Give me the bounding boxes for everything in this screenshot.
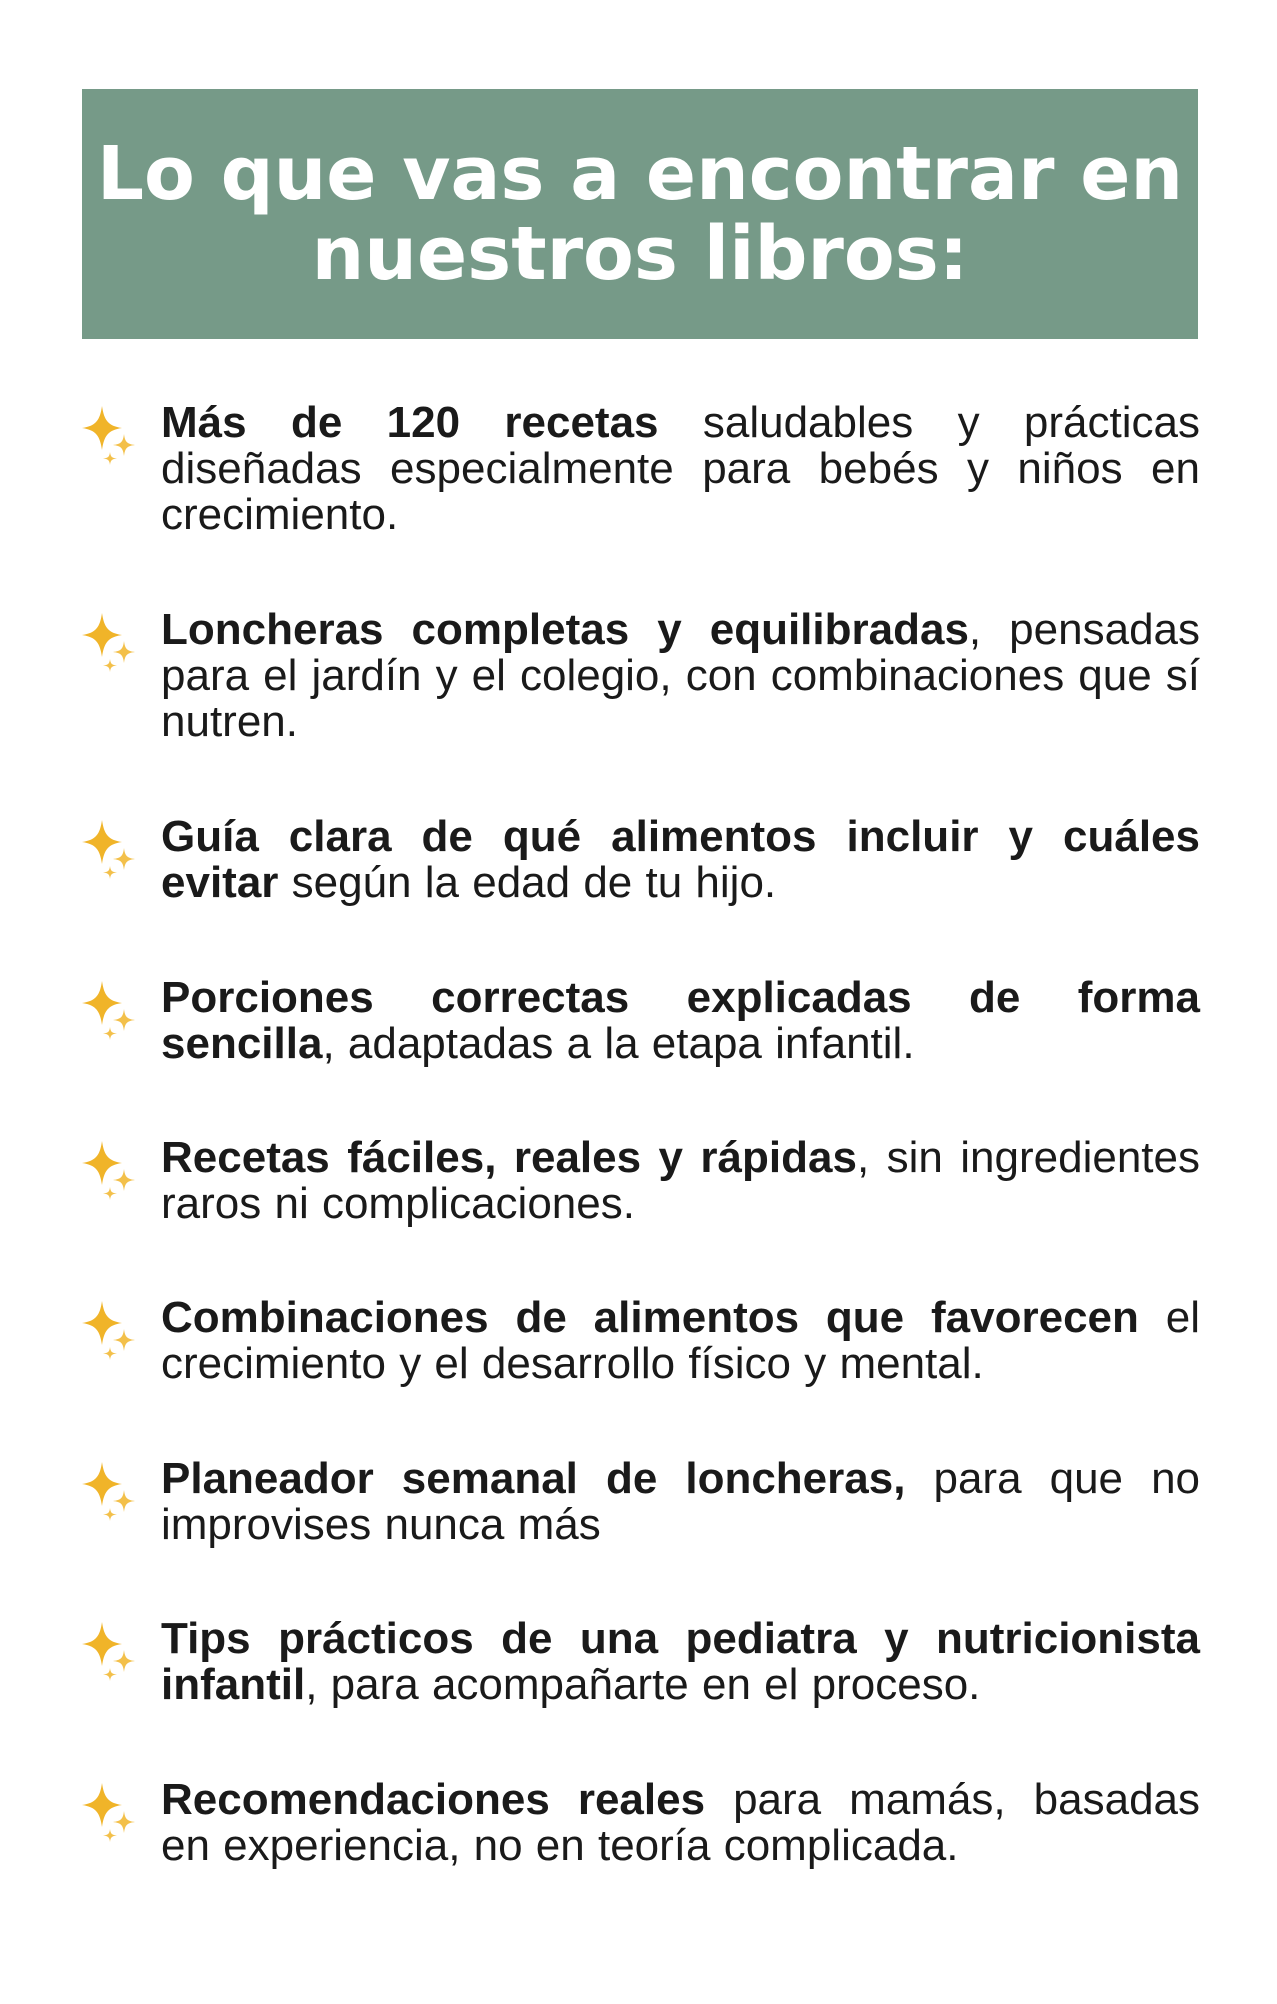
feature-highlight: Más de 120 recetas (161, 398, 659, 447)
feature-text (161, 1456, 1200, 1548)
feature-description: el crecimiento y el desarrollo físico y mental. (161, 1293, 1200, 1388)
feature-text (161, 607, 1200, 745)
feature-text (161, 400, 1200, 538)
header-banner (82, 89, 1198, 339)
feature-description: para que no improvises nunca más (161, 1454, 1201, 1549)
feature-item (80, 975, 1200, 1067)
feature-text (161, 814, 1200, 906)
feature-highlight: Combinaciones de alimentos que favorecen (161, 1293, 1139, 1342)
sparkles-icon (80, 1299, 140, 1361)
sparkles-icon (80, 1620, 140, 1682)
feature-highlight: Porciones correctas explicadas de forma sencilla (161, 973, 1200, 1068)
feature-text (161, 975, 1200, 1067)
sparkles-icon (80, 1460, 140, 1522)
feature-highlight: Planeador semanal de loncheras, (161, 1454, 906, 1503)
sparkles-icon (80, 979, 140, 1041)
feature-description: , para acompañarte en el proceso. (305, 1660, 981, 1709)
sparkles-icon (80, 611, 140, 673)
feature-description: , sin ingredientes raros ni complicaciones. (161, 1133, 1200, 1228)
sparkles-icon (80, 1781, 140, 1843)
feature-highlight: Recomendaciones reales (161, 1775, 706, 1824)
feature-item (80, 814, 1200, 906)
feature-item (80, 1777, 1200, 1869)
feature-description: según la edad de tu hijo. (278, 858, 777, 907)
feature-item (80, 400, 1200, 538)
feature-text (161, 1777, 1200, 1869)
feature-highlight: Guía clara de qué alimentos incluir y cuáles evitar (161, 812, 1200, 907)
feature-description: saludables y prácticas diseñadas especialmente para bebés y niños en crecimiento. (161, 398, 1200, 539)
feature-description: , adaptadas a la etapa infantil. (322, 1019, 915, 1068)
feature-description: , pensadas para el jardín y el colegio, con combinaciones que sí nutren. (161, 605, 1201, 746)
feature-description: para mamás, basadas en experiencia, no en teoría complicada. (161, 1775, 1201, 1870)
feature-item (80, 607, 1200, 745)
page-title-line-2: nuestros libros: (311, 211, 969, 297)
feature-item (80, 1295, 1200, 1387)
feature-item (80, 1456, 1200, 1548)
page-title-line-1: Lo que vas a encontrar en (96, 131, 1184, 217)
sparkles-icon (80, 818, 140, 880)
feature-highlight: Recetas fáciles, reales y rápidas (161, 1133, 857, 1182)
feature-highlight: Tips prácticos de una pediatra y nutricionista infantil (161, 1614, 1200, 1709)
sparkles-icon (80, 1139, 140, 1201)
sparkles-icon (80, 404, 140, 466)
feature-item (80, 1616, 1200, 1708)
feature-text (161, 1295, 1200, 1387)
feature-highlight: Loncheras completas y equilibradas (161, 605, 969, 654)
feature-text (161, 1616, 1200, 1708)
feature-text (161, 1135, 1200, 1227)
feature-item (80, 1135, 1200, 1227)
